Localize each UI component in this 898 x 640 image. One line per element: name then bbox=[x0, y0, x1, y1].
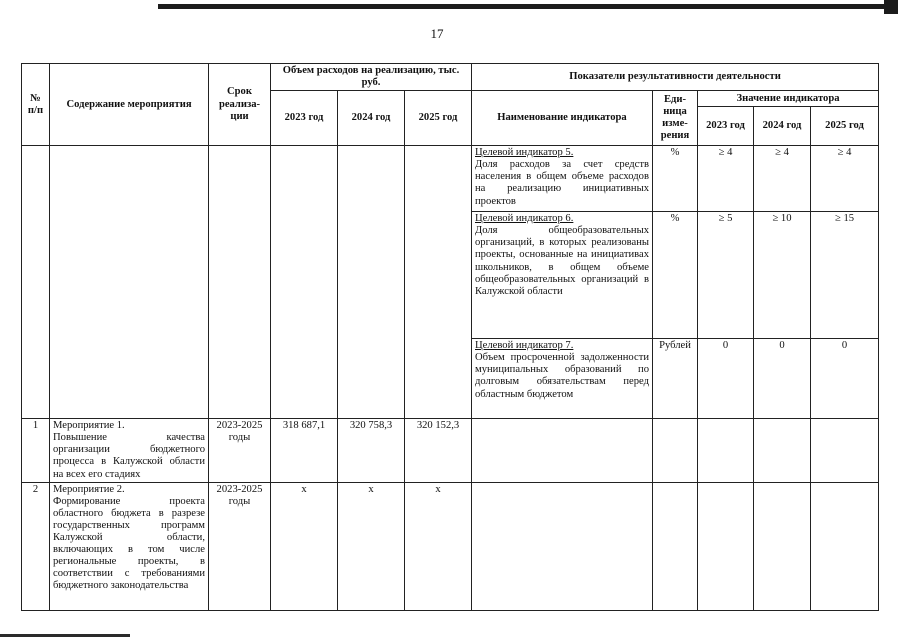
indicator-text: Доля расходов за счет средств населения в общем объеме расходов на реализацию инициативных проектов bbox=[475, 159, 649, 207]
indicator-title: Целевой индикатор 7. bbox=[475, 340, 574, 352]
indicator-value-2023: ≥ 5 bbox=[698, 212, 754, 339]
cell-exp-empty bbox=[405, 146, 472, 419]
indicator-cell bbox=[472, 146, 653, 212]
header-exp-2024: 2024 год bbox=[338, 91, 405, 146]
cell-empty bbox=[754, 482, 811, 610]
table-row bbox=[22, 419, 879, 482]
measure-num: 1 bbox=[22, 419, 50, 482]
indicator-cell bbox=[472, 212, 653, 339]
header-ind-2024: 2024 год bbox=[754, 107, 811, 146]
header-term: Срок реализа-ции bbox=[209, 64, 271, 146]
header-ind-2025: 2025 год bbox=[811, 107, 879, 146]
indicator-text: Объем просроченной задолженности муниципальных образований по долговым обязательствам перед областным бюджетом bbox=[475, 352, 649, 400]
cell-exp-empty bbox=[338, 146, 405, 419]
measure-title: Мероприятие 1. bbox=[53, 420, 125, 432]
measure-exp-2024: х bbox=[338, 482, 405, 610]
cell-num-empty bbox=[22, 146, 50, 419]
indicator-value-2025: ≥ 4 bbox=[811, 146, 879, 212]
indicator-value-2025: ≥ 15 bbox=[811, 212, 879, 339]
scan-edge-top bbox=[158, 4, 888, 9]
measure-title: Мероприятие 2. bbox=[53, 483, 125, 495]
indicator-value-2025: 0 bbox=[811, 339, 879, 419]
cell-content-empty bbox=[50, 146, 209, 419]
measure-term: 2023-2025 годы bbox=[209, 482, 271, 610]
cell-empty bbox=[472, 419, 653, 482]
header-row-1 bbox=[22, 64, 879, 91]
indicator-value-2024: ≥ 10 bbox=[754, 212, 811, 339]
cell-empty bbox=[754, 419, 811, 482]
measure-term: 2023-2025 годы bbox=[209, 419, 271, 482]
measure-text: Формирование проекта областного бюджета в разрезе государственных программ Калужской области, включающих в том числе региональные проекты, в соответствии с требованиями бюджетного законодательства bbox=[53, 495, 205, 592]
indicator-unit: Рублей bbox=[653, 339, 698, 419]
measure-num: 2 bbox=[22, 482, 50, 610]
cell-empty bbox=[811, 482, 879, 610]
header-expenses-group: Объем расходов на реализацию, тыс. руб. bbox=[271, 64, 472, 91]
indicator-value-2024: 0 bbox=[754, 339, 811, 419]
indicator-unit: % bbox=[653, 212, 698, 339]
table-row bbox=[22, 146, 879, 212]
header-num: № п/п bbox=[22, 64, 50, 146]
header-indicators-group: Показатели результативности деятельности bbox=[472, 64, 879, 91]
indicator-text: Доля общеобразовательных организаций, в которых реализованы проекты, основанные на инициативах школьников, в общем объеме общеобразовательных организаций в Калужской области bbox=[475, 225, 649, 297]
indicator-title: Целевой индикатор 5. bbox=[475, 147, 574, 159]
indicator-value-2024: ≥ 4 bbox=[754, 146, 811, 212]
measure-exp-2024: 320 758,3 bbox=[338, 419, 405, 482]
indicator-value-2023: ≥ 4 bbox=[698, 146, 754, 212]
indicator-title: Целевой индикатор 6. bbox=[475, 213, 574, 225]
measure-content-cell bbox=[50, 419, 209, 482]
measure-exp-2025: х bbox=[405, 482, 472, 610]
indicator-unit: % bbox=[653, 146, 698, 212]
indicator-cell bbox=[472, 339, 653, 419]
indicator-value-2023: 0 bbox=[698, 339, 754, 419]
table-row bbox=[22, 482, 879, 610]
measure-exp-2023: х bbox=[271, 482, 338, 610]
measure-exp-2025: 320 152,3 bbox=[405, 419, 472, 482]
measure-text: Повышение качества организации бюджетного процесса в Калужской области на всех его стадиях bbox=[53, 432, 205, 480]
header-unit: Еди-ница изме-рения bbox=[653, 91, 698, 146]
header-ind-2023: 2023 год bbox=[698, 107, 754, 146]
cell-empty bbox=[698, 419, 754, 482]
cell-empty bbox=[653, 482, 698, 610]
header-content: Содержание мероприятия bbox=[50, 64, 209, 146]
measure-content-cell bbox=[50, 482, 209, 610]
header-indicator-value: Значение индикатора bbox=[698, 91, 879, 107]
header-exp-2025: 2025 год bbox=[405, 91, 472, 146]
measures-table bbox=[21, 63, 879, 611]
scan-edge-bottom bbox=[0, 634, 130, 637]
cell-empty bbox=[653, 419, 698, 482]
page-number: 17 bbox=[430, 26, 444, 41]
cell-exp-empty bbox=[271, 146, 338, 419]
measure-exp-2023: 318 687,1 bbox=[271, 419, 338, 482]
cell-term-empty bbox=[209, 146, 271, 419]
header-indicator-name: Наименование индикатора bbox=[472, 91, 653, 146]
cell-empty bbox=[811, 419, 879, 482]
cell-empty bbox=[698, 482, 754, 610]
cell-empty bbox=[472, 482, 653, 610]
header-exp-2023: 2023 год bbox=[271, 91, 338, 146]
scan-edge-corner bbox=[884, 0, 898, 14]
